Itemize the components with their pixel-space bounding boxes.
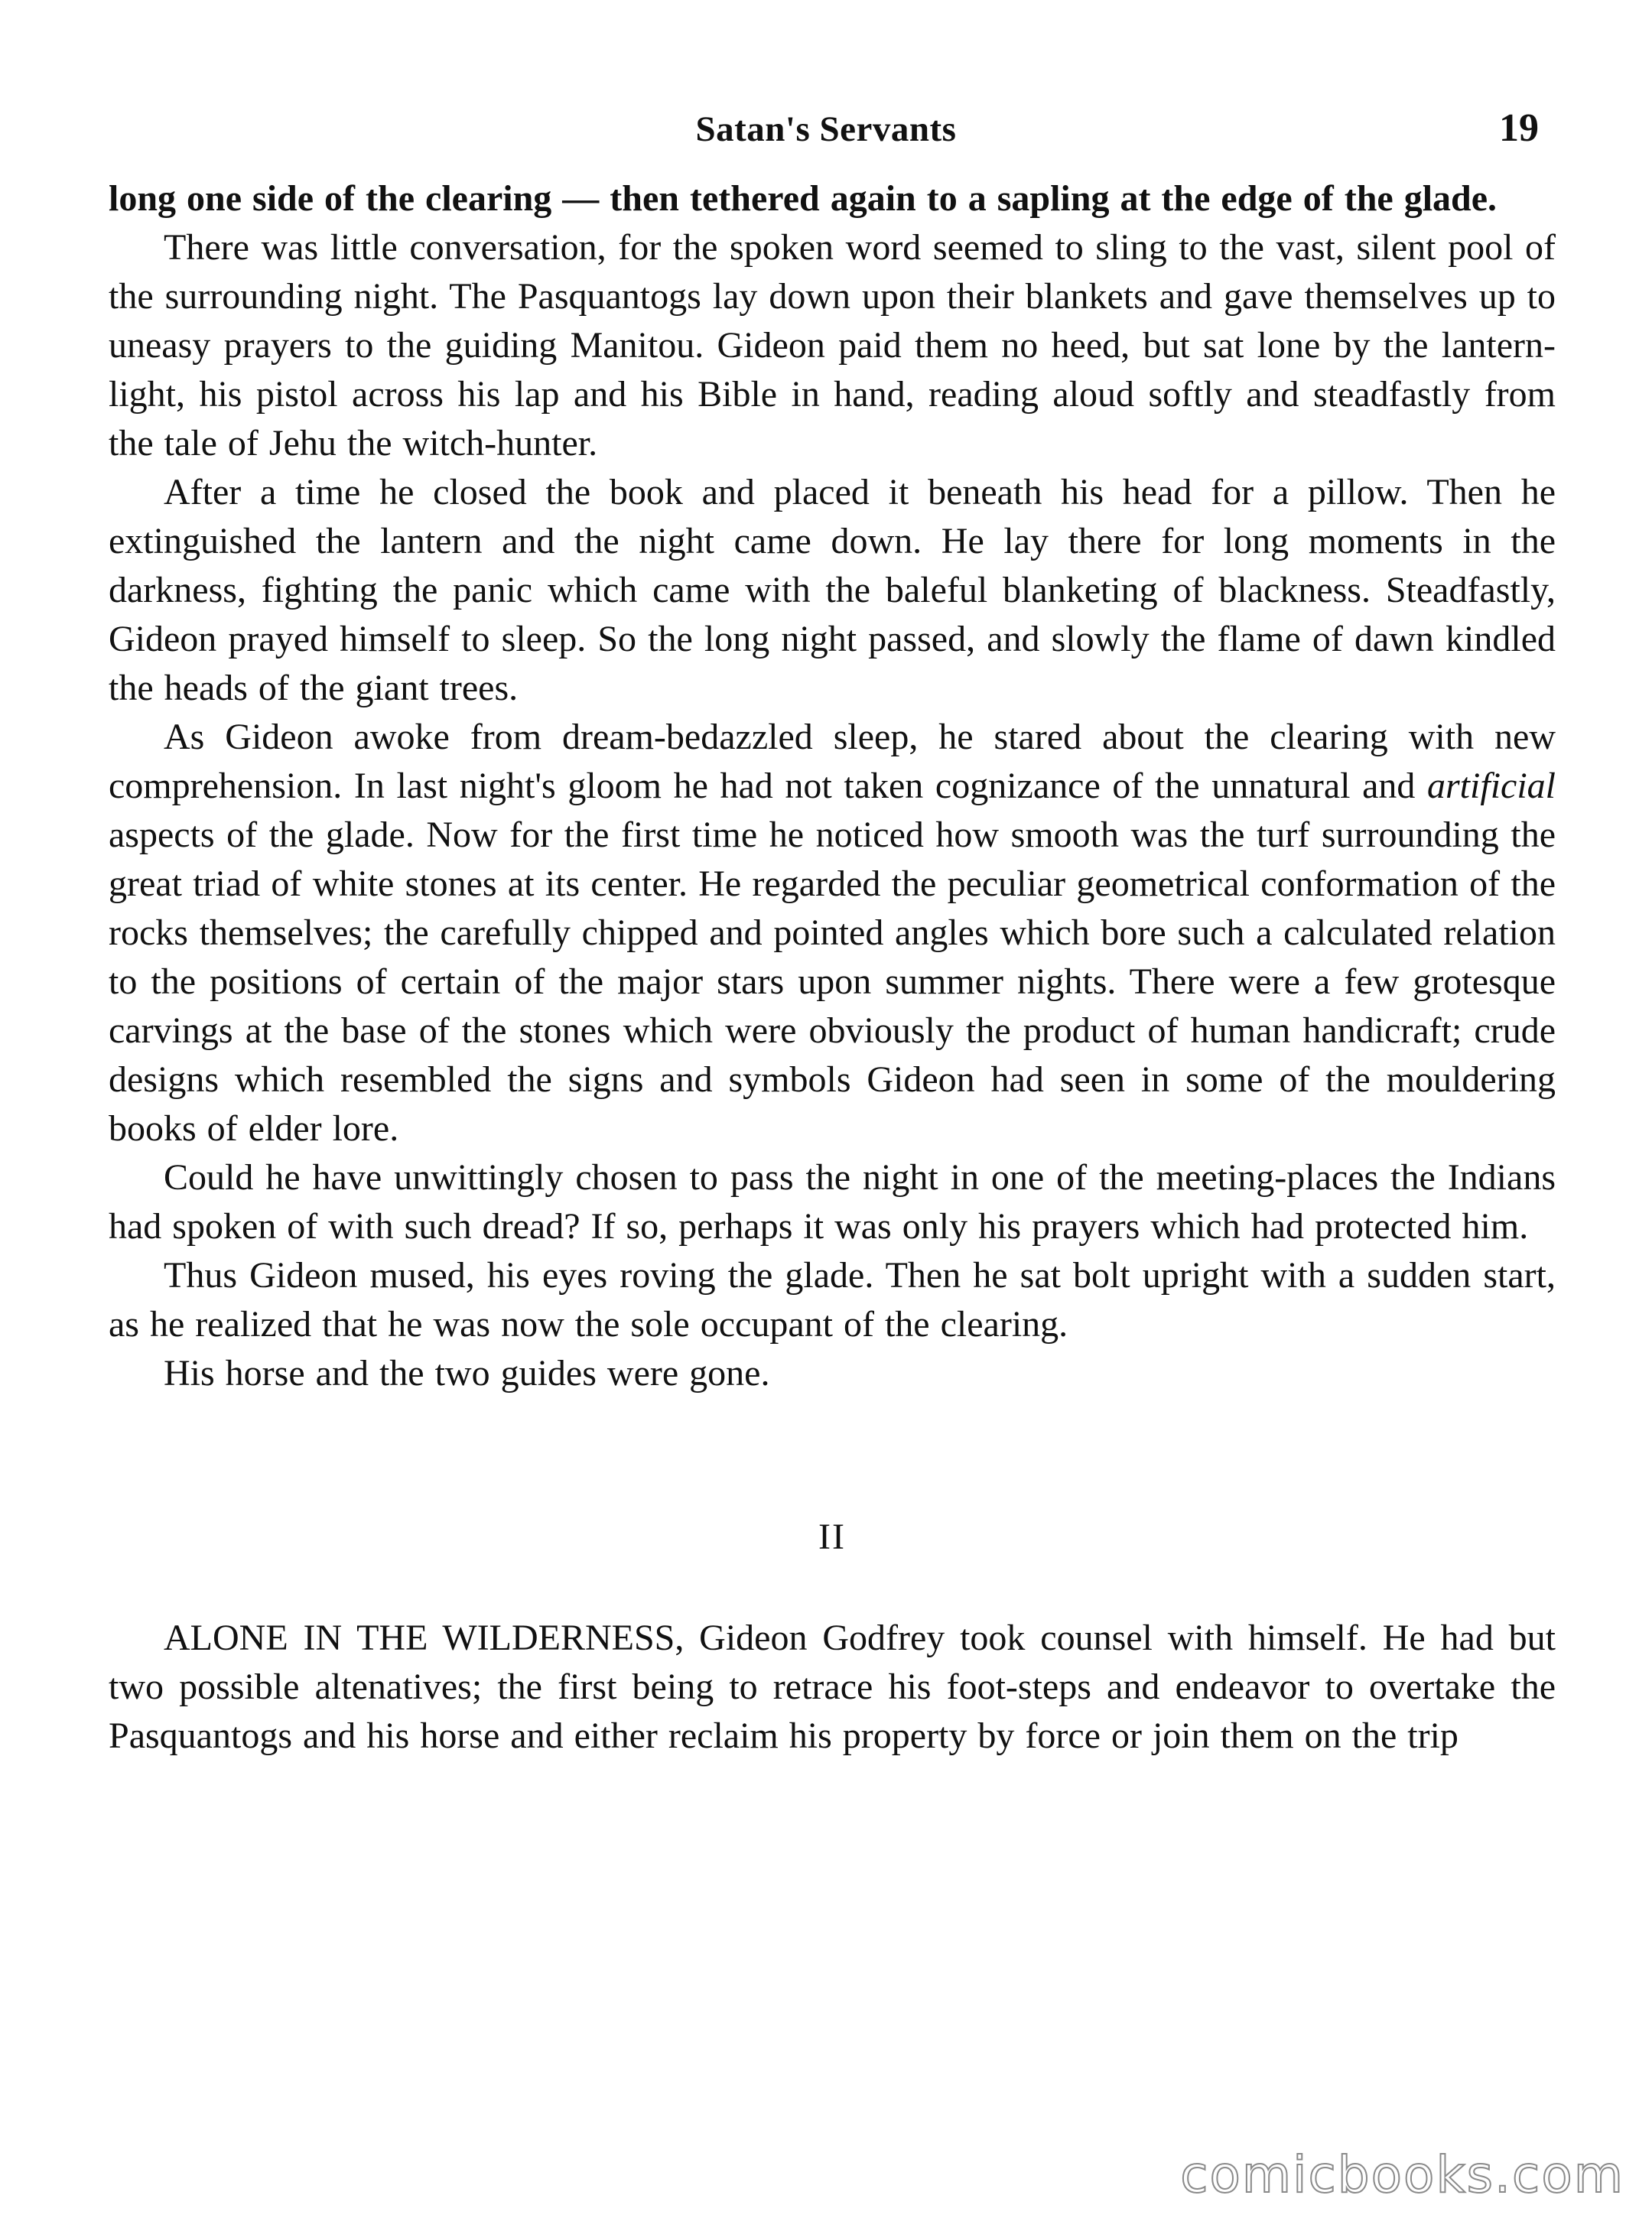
paragraph-text: aspects of the glade. Now for the first time he noticed how smooth was the turf surrounding the great triad of white stones at its center. He regarded the peculiar geometrical conformation of the rocks themselves; the carefully chipped and pointed angles which bore such a calculated relation to the positions of certain of the major stars upon summer nights. There were a few grotesque carvings at the base of the stones which were obviously the product of human handicraft; crude designs which resembled the signs and symbols Gideon had seen in some of the mouldering books of elder lore.	[109, 815, 1556, 1149]
emphasis-word: artificial	[1427, 766, 1556, 806]
paragraph-text: As Gideon awoke from dream-bedazzled sleep, he stared about the clearing with new comprehension. In last night's gloom he had not taken cognizance of the unnatural and	[109, 717, 1556, 806]
paragraph: After a time he closed the book and placed it beneath his head for a pillow. Then he extinguished the lantern and the night came down. He lay there for long moments in the darkness, fighting the panic which came with the baleful blanketing of blackness. Steadfastly, Gideon prayed himself to sleep. So the long night passed, and slowly the flame of dawn kindled the heads of the giant trees.	[109, 472, 1556, 708]
section-opening-paragraph: ALONE IN THE WILDERNESS, Gideon Godfrey took counsel with himself. He had but two possible altenatives; the first being to retrace his foot-steps and endeavor to overtake the Pasquantogs and his horse and either reclaim his property by force or join them on the trip	[109, 1618, 1556, 1756]
watermark-logo: comicbooks.com	[1180, 2145, 1624, 2204]
paragraph: Could he have unwittingly chosen to pass the night in one of the meeting-places the Indians had spoken of with such dread? If so, perhaps it was only his prayers which had protected him.	[109, 1157, 1556, 1247]
running-title: Satan's Servants	[695, 109, 957, 149]
paragraph: Thus Gideon mused, his eyes roving the glade. Then he sat bolt upright with a sudden start, as he realized that he was now the sole occupant of the clearing.	[109, 1255, 1556, 1345]
paragraph	[109, 713, 1556, 1153]
body-text	[109, 174, 1556, 1761]
paragraph: His horse and the two guides were gone.	[164, 1353, 770, 1394]
paragraph: There was little conversation, for the spoken word seemed to sling to the vast, silent pool of the surrounding night. The Pasquantogs lay down upon their blankets and gave themselves up to uneasy prayers to the guiding Manitou. Gideon paid them no heed, but sat lone by the lantern-light, his pistol across his lap and his Bible in hand, reading aloud softly and steadfastly from the tale of Jehu the witch-hunter.	[109, 227, 1556, 463]
section-number: II	[818, 1517, 846, 1557]
paragraph-continuation: long one side of the clearing — then tethered again to a sapling at the edge of the glade.	[109, 178, 1498, 219]
page-number: 19	[1499, 106, 1539, 150]
